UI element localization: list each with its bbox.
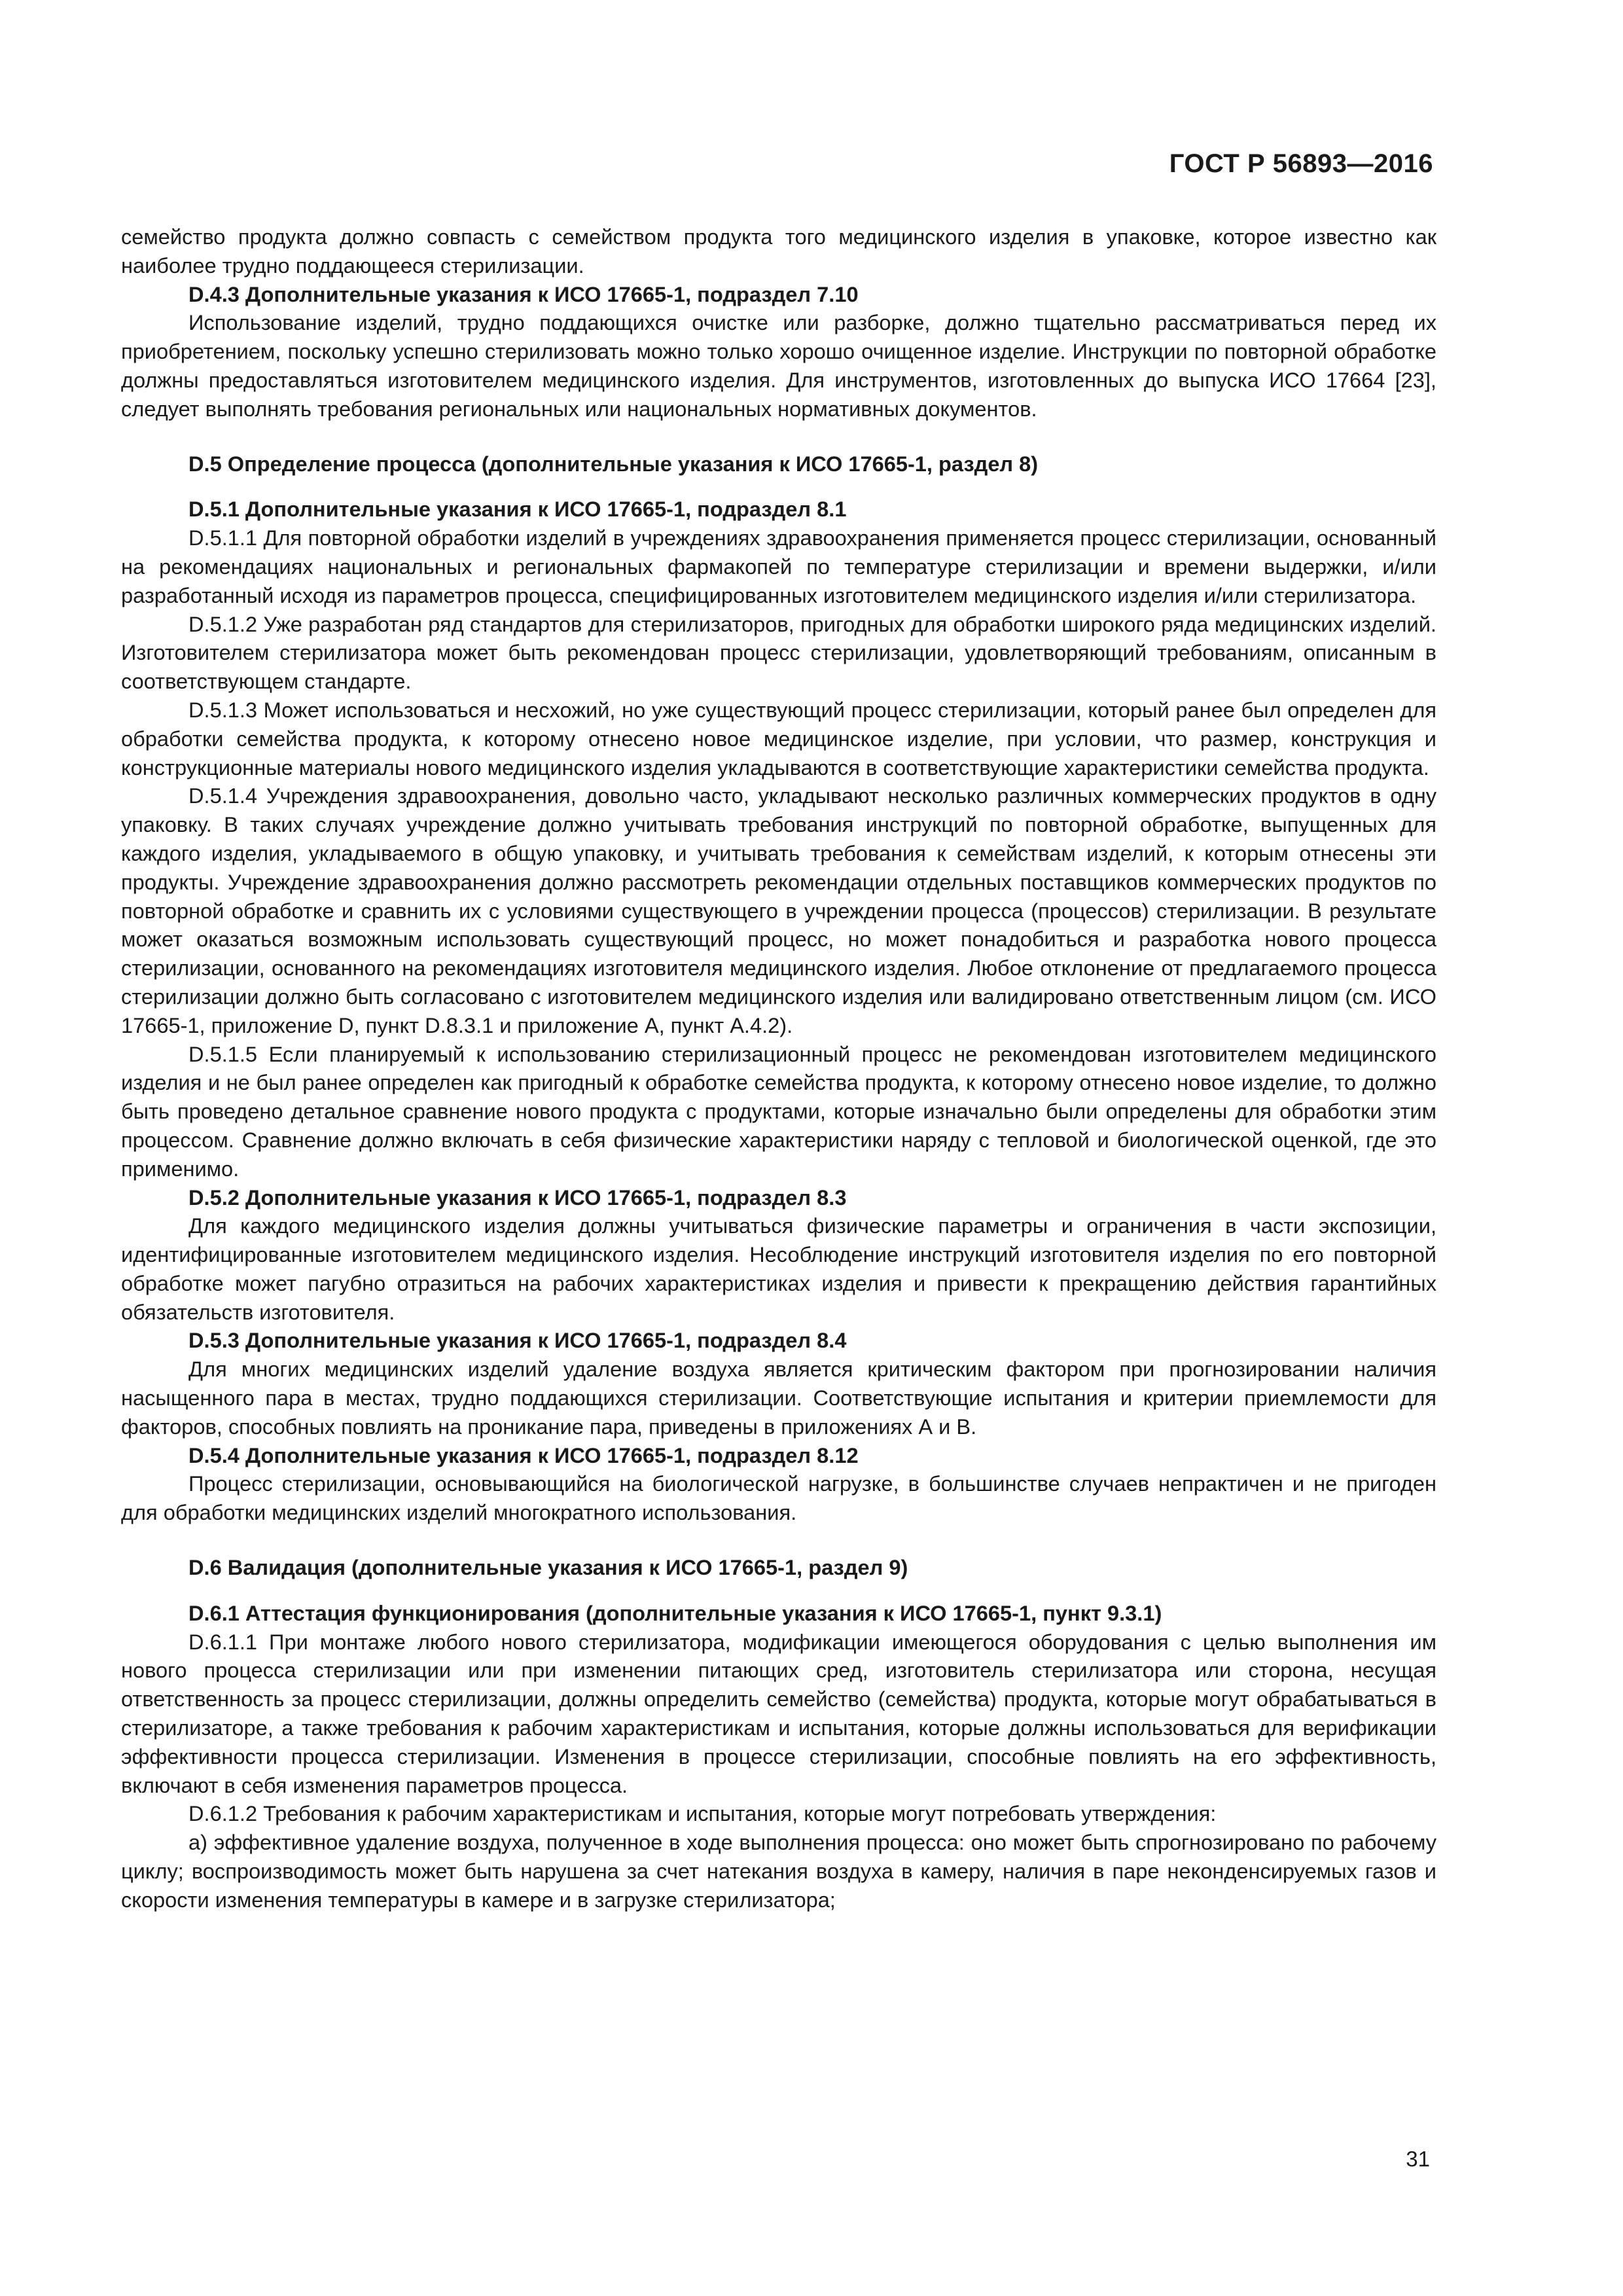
paragraph: семейство продукта должно совпасть с семейством продукта того медицинского изделия в упаковке, которое известно как наиболее трудно поддающееся стерилизации. xyxy=(121,224,1436,278)
section-heading: D.5 Определение процесса (дополнительные указания к ИСО 17665-1, раздел 8) xyxy=(188,451,1039,476)
paragraph: Для многих медицинских изделий удаление воздуха является критическим фактором при прогнозировании наличия насыщенного пара в местах, трудно поддающихся стерилизации. Соответствующие испытания и критерии приемлемости для факторов, способных повлиять на проникание пара, приведены в приложениях А и В. xyxy=(121,1357,1436,1439)
paragraph: D.6.1.1 При монтаже любого нового стерилизатора, модификации имеющегося оборудования с целью выполнения им нового процесса стерилизации или при изменении питающих сред, изготовитель стерилизатора или сторона, несущая ответственность за процесс стерилизации, должны определить семейство (семейства) продукта, которые могут обрабатываться в стерилизаторе, а также требования к рабочим характеристикам и испытания, которые должны использоваться для верификации эффективности процесса стерилизации. Изменения в процессе стерилизации, способные повлиять на его эффективность, включают в себя изменения параметров процесса. xyxy=(121,1629,1436,1797)
paragraph: а) эффективное удаление воздуха, полученное в ходе выполнения процесса: оно может быть спрогнозировано по рабочему циклу; воспроизводимость может быть нарушена за счет натекания воздуха в камеру, наличия в паре неконденсируемых газов и скорости изменения температуры в камере и в загрузке стерилизатора; xyxy=(121,1830,1436,1912)
document-code: ГОСТ Р 56893—2016 xyxy=(1169,149,1433,178)
paragraph: Использование изделий, трудно поддающихся очистке или разборке, должно тщательно рассматриваться перед их приобретением, поскольку успешно стерилизовать можно только хорошо очищенное изделие. Инструкции по повторной обработке должны предоставляться изготовителем медицинского изделия. Для инструментов, изготовленных до выпуска ИСО 17664 [23], следует выполнять требования региональных или национальных нормативных документов. xyxy=(121,310,1436,421)
page-number: 31 xyxy=(1406,2147,1430,2171)
paragraph: D.5.1.5 Если планируемый к использованию стерилизационный процесс не рекомендован изготовителем медицинского изделия и не был ранее определен как пригодный к обработке семейства продукта, к которому отнесено новое изделие, то должно быть проведено детальное сравнение нового продукта с продуктами, которые изначально были определены для обработки этим процессом. Сравнение должно включать в себя физические характеристики наряду с тепловой и биологической оценкой, где это применимо. xyxy=(121,1041,1436,1181)
paragraph: Процесс стерилизации, основывающийся на биологической нагрузке, в большинстве случаев непрактичен и не пригоден для обработки медицинских изделий многократного использования. xyxy=(121,1471,1436,1525)
subsection-heading: D.4.3 Дополнительные указания к ИСО 17665-1, подраздел 7.10 xyxy=(188,281,859,306)
paragraph: D.5.1.3 Может использоваться и несхожий, но уже существующий процесс стерилизации, который ранее был определен для обработки семейства продукта, к которому отнесено новое медицинское изделие, при условии, что размер, конструкция и конструкционные материалы нового медицинского изделия укладываются в соответствующие характеристики семейства продукта. xyxy=(121,697,1436,780)
paragraph: D.5.1.4 Учреждения здравоохранения, довольно часто, укладывают несколько различных коммерческих продуктов в одну упаковку. В таких случаях учреждение должно учитывать требования инструкций по повторной обработке, выпущенных для каждого изделия, укладываемого в общую упаковку, и учитывать требования к семействам изделий, к которым отнесены эти продукты. Учреждение здравоохранения должно рассмотреть рекомендации отдельных поставщиков коммерческих продуктов по повторной обработке и сравнить их с условиями существующего в учреждении процесса (процессов) стерилизации. В результате может оказаться возможным использовать существующий процесс, но может понадобиться и разработка нового процесса стерилизации, основанного на рекомендациях изготовителя медицинского изделия. Любое отклонение от предлагаемого процесса стерилизации должно быть согласовано с изготовителем медицинского изделия или валидировано ответственным лицом (см. ИСО 17665-1, приложение D, пункт D.8.3.1 и приложение А, пункт А.4.2). xyxy=(121,783,1436,1037)
paragraph: Для каждого медицинского изделия должны учитываться физические параметры и ограничения в части экспозиции, идентифицированные изготовителем медицинского изделия. Несоблюдение инструкций изготовителя изделия по его повторной обработке может пагубно отразиться на рабочих характеристиках изделия и привести к прекращению действия гарантийных обязательств изготовителя. xyxy=(121,1213,1436,1324)
paragraph: D.5.1.2 Уже разработан ряд стандартов для стерилизаторов, пригодных для обработки широкого ряда медицинских изделий. Изготовителем стерилизатора может быть рекомендован процесс стерилизации, удовлетворяющий требованиям, описанным в соответствующем стандарте. xyxy=(121,611,1436,694)
subsection-heading: D.5.2 Дополнительные указания к ИСО 17665-1, подраздел 8.3 xyxy=(188,1185,847,1210)
subsection-heading: D.5.4 Дополнительные указания к ИСО 17665-1, подраздел 8.12 xyxy=(188,1443,859,1467)
paragraph: D.6.1.2 Требования к рабочим характеристикам и испытания, которые могут потребовать утверждения: xyxy=(188,1801,1217,1826)
subsection-heading: D.5.3 Дополнительные указания к ИСО 17665-1, подраздел 8.4 xyxy=(188,1328,847,1353)
document-body xyxy=(121,223,1436,1914)
paragraph: D.5.1.1 Для повторной обработки изделий в учреждениях здравоохранения применяется процесс стерилизации, основанный на рекомендациях национальных и региональных фармакопей по температуре стерилизации и времени выдержки, и/или разработанный исходя из параметров процесса, специфицированных изготовителем медицинского изделия и/или стерилизатора. xyxy=(121,526,1436,607)
section-heading: D.6 Валидация (дополнительные указания к ИСО 17665-1, раздел 9) xyxy=(188,1555,908,1580)
subsection-heading: D.5.1 Дополнительные указания к ИСО 17665-1, подраздел 8.1 xyxy=(188,497,847,522)
subsection-heading: D.6.1 Аттестация функционирования (дополнительные указания к ИСО 17665-1, пункт 9.3.1) xyxy=(188,1600,1162,1625)
